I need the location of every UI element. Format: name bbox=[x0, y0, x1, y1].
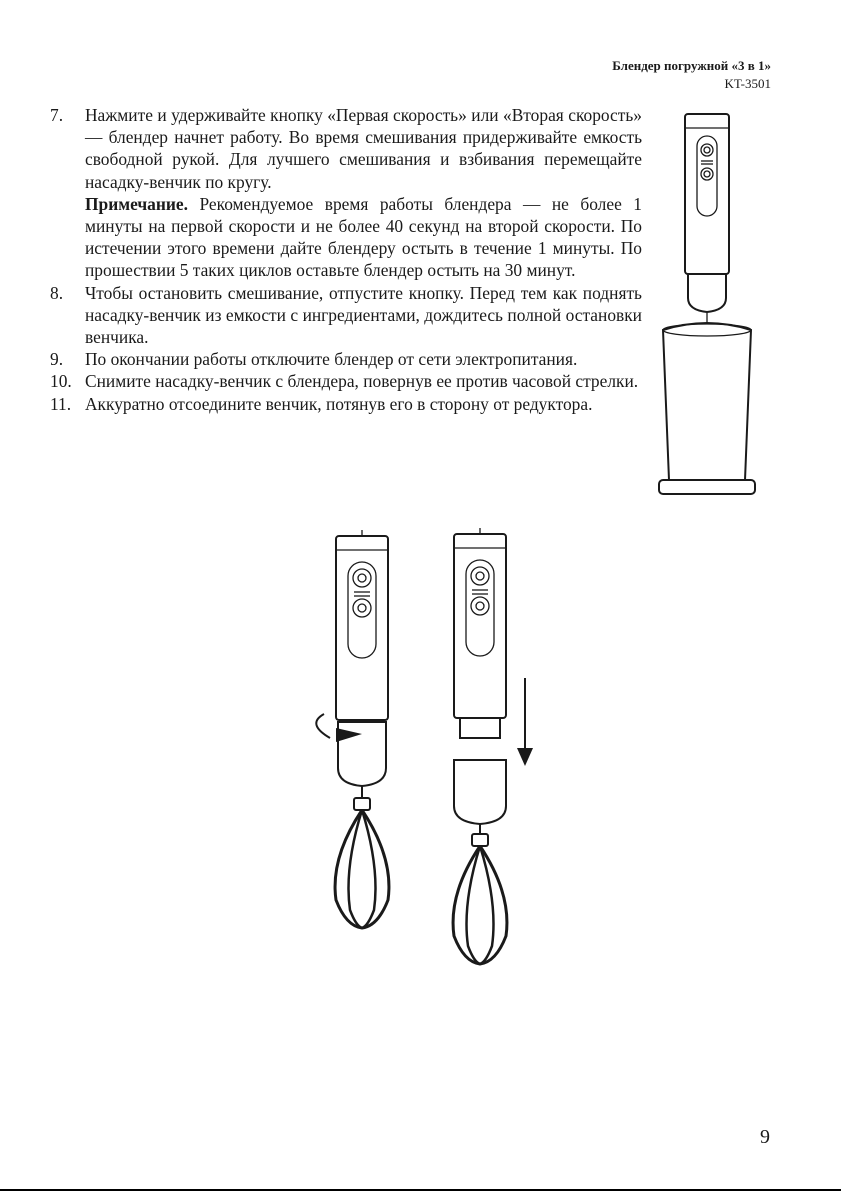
header-model: KT-3501 bbox=[724, 76, 771, 91]
note bbox=[85, 193, 642, 282]
header-title: Блендер погружной «3 в 1» bbox=[612, 58, 771, 73]
step-10 bbox=[50, 370, 642, 392]
rotate-attachment-illustration bbox=[300, 528, 410, 938]
blender-in-cup-illustration bbox=[655, 108, 765, 500]
note-text: Рекомендуемое время работы блендера — не более 1 минуты на первой скорости и не более 40 секунд на второй скорости. По истечении этого времени дайте блендеру остыть в течение 1 минуты. По прошествии 5 таких циклов оставьте блендер остыть на 30 минут. bbox=[85, 193, 642, 281]
page-number: 9 bbox=[760, 1126, 770, 1148]
instructions bbox=[50, 104, 642, 415]
step-number: 9. bbox=[50, 349, 64, 370]
step-number: 7. bbox=[50, 105, 64, 125]
step-text: Чтобы остановить смешивание, отпустите кнопку. Перед тем как поднять насадку-венчик из емкости с ингредиентами, дождитесь полной остановки венчика. bbox=[85, 282, 642, 348]
step-text: Нажмите и удерживайте кнопку «Первая скорость» или «Вторая скорость» — блендер начнет работу. Во время смешивания придерживайте емкость свободной рукой. Для лучшего смешивания и взбивания перемещайте насадку-венчик по кругу. bbox=[85, 105, 642, 192]
page-header bbox=[612, 57, 771, 93]
step-text: Аккуратно отсоедините венчик, потянув его в сторону от редуктора. bbox=[85, 393, 593, 414]
step-text: По окончании работы отключите блендер от сети электропитания. bbox=[85, 349, 578, 370]
bottom-rule bbox=[0, 1189, 841, 1191]
step-9 bbox=[50, 348, 642, 370]
step-number: 11. bbox=[50, 393, 72, 414]
note-label: Примечание. bbox=[85, 193, 188, 214]
step-8 bbox=[50, 282, 642, 349]
detach-whisk-illustration bbox=[430, 526, 550, 974]
step-7 bbox=[50, 104, 642, 282]
step-11 bbox=[50, 393, 642, 415]
step-number: 8. bbox=[50, 282, 64, 303]
step-number: 10. bbox=[50, 371, 72, 392]
step-text: Снимите насадку-венчик с блендера, повернув ее против часовой стрелки. bbox=[85, 371, 639, 392]
